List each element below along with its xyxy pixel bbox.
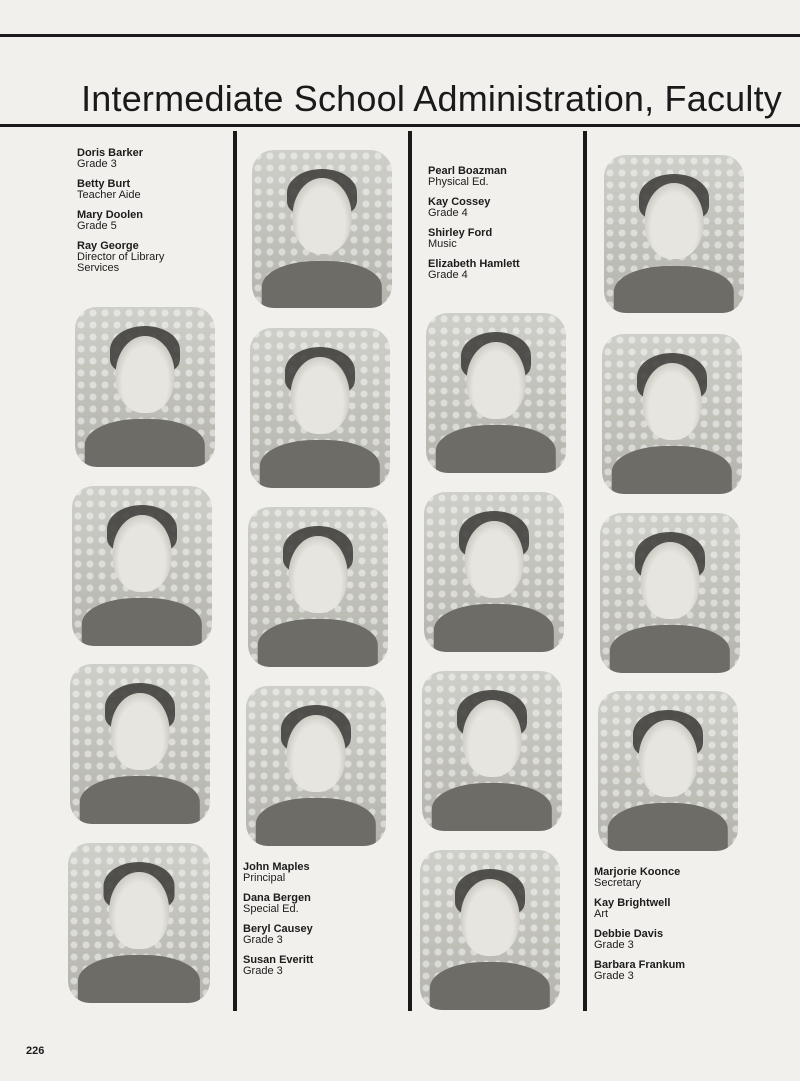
column-divider-3 bbox=[583, 131, 587, 1011]
portrait-photo bbox=[424, 492, 564, 652]
portrait-photo bbox=[600, 513, 740, 673]
name-entry bbox=[428, 259, 578, 281]
person-name: Dana Bergen bbox=[243, 892, 311, 904]
person-name: Elizabeth Hamlett bbox=[428, 258, 520, 270]
person-name: Beryl Causey bbox=[243, 923, 313, 935]
name-entry bbox=[243, 924, 393, 946]
person-role: Special Ed. bbox=[243, 903, 299, 915]
name-entry bbox=[77, 210, 227, 232]
person-role: Teacher Aide bbox=[77, 189, 141, 201]
person-role: Grade 3 bbox=[243, 965, 283, 977]
person-role: Grade 3 bbox=[594, 970, 634, 982]
portrait-photo bbox=[70, 664, 210, 824]
name-entry bbox=[77, 148, 227, 170]
top-rule bbox=[0, 34, 800, 37]
page-number: 226 bbox=[26, 1045, 45, 1057]
person-name: Susan Everitt bbox=[243, 954, 314, 966]
person-name: John Maples bbox=[243, 861, 310, 873]
person-name: Barbara Frankum bbox=[594, 959, 686, 971]
person-role: Grade 4 bbox=[428, 269, 468, 281]
person-name: Kay Cossey bbox=[428, 196, 491, 208]
person-role: Principal bbox=[243, 872, 286, 884]
name-entry bbox=[594, 929, 744, 951]
person-role: Grade 3 bbox=[594, 939, 634, 951]
column-divider-2 bbox=[408, 131, 412, 1011]
portrait-photo bbox=[75, 307, 215, 467]
person-role: Grade 4 bbox=[428, 207, 468, 219]
portrait-photo bbox=[426, 313, 566, 473]
column-3-names bbox=[428, 166, 578, 290]
portrait-photo bbox=[420, 850, 560, 1010]
person-name: Pearl Boazman bbox=[428, 165, 507, 177]
person-name: Doris Barker bbox=[77, 147, 144, 159]
title-underline bbox=[0, 124, 800, 127]
person-name: Debbie Davis bbox=[594, 928, 664, 940]
name-entry bbox=[428, 197, 578, 219]
portrait-photo bbox=[250, 328, 390, 488]
name-entry bbox=[428, 228, 578, 250]
person-name: Ray George bbox=[77, 240, 139, 252]
person-role: Grade 3 bbox=[243, 934, 283, 946]
name-entry bbox=[594, 867, 744, 889]
portrait-photo bbox=[598, 691, 738, 851]
person-role: Physical Ed. bbox=[428, 176, 489, 188]
person-role: Grade 5 bbox=[77, 220, 117, 232]
portrait-photo bbox=[248, 507, 388, 667]
name-entry bbox=[77, 179, 227, 201]
person-name: Marjorie Koonce bbox=[594, 866, 681, 878]
column-divider-1 bbox=[233, 131, 237, 1011]
person-role: Grade 3 bbox=[77, 158, 117, 170]
column-4-names bbox=[594, 867, 744, 991]
person-name: Betty Burt bbox=[77, 178, 131, 190]
person-role: Art bbox=[594, 908, 609, 920]
person-name: Shirley Ford bbox=[428, 227, 493, 239]
column-1-names bbox=[77, 148, 227, 283]
portrait-photo bbox=[72, 486, 212, 646]
name-entry bbox=[243, 893, 393, 915]
name-entry bbox=[594, 898, 744, 920]
name-entry bbox=[243, 955, 393, 977]
portrait-photo bbox=[602, 334, 742, 494]
name-entry bbox=[243, 862, 393, 884]
name-entry bbox=[428, 166, 578, 188]
name-entry bbox=[77, 241, 227, 274]
page-title: Intermediate School Administration, Faculty bbox=[81, 78, 782, 119]
column-2-names bbox=[243, 862, 393, 986]
portrait-photo bbox=[68, 843, 210, 1003]
person-role: Director of Library Services bbox=[77, 251, 165, 274]
portrait-photo bbox=[246, 686, 386, 846]
portrait-photo bbox=[252, 150, 392, 308]
name-entry bbox=[594, 960, 744, 982]
portrait-photo bbox=[422, 671, 562, 831]
person-name: Kay Brightwell bbox=[594, 897, 671, 909]
person-role: Music bbox=[428, 238, 457, 250]
person-role: Secretary bbox=[594, 877, 642, 889]
person-name: Mary Doolen bbox=[77, 209, 144, 221]
portrait-photo bbox=[604, 155, 744, 313]
